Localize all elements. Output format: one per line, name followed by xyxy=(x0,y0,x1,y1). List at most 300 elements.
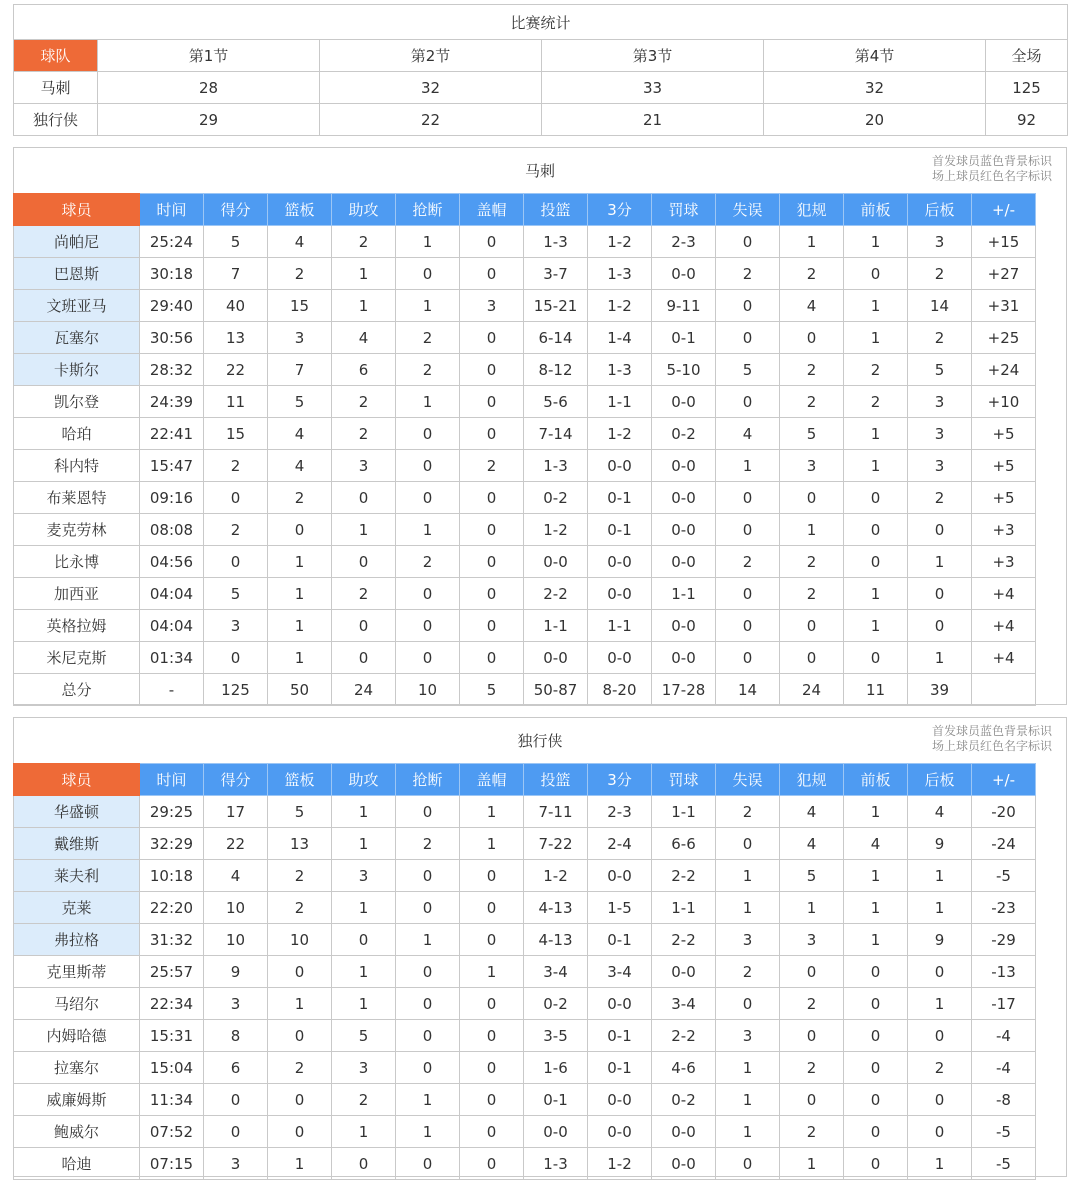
total-threes-cell: 8-20 xyxy=(588,674,652,706)
turnovers-cell: 0 xyxy=(716,642,780,674)
header-steals: 抢断 xyxy=(396,764,460,796)
oreb-cell: 0 xyxy=(844,956,908,988)
oreb-cell: 0 xyxy=(844,1084,908,1116)
steals-cell: 0 xyxy=(396,956,460,988)
team-name-cell: 马刺 xyxy=(14,72,98,104)
rebounds-cell: 5 xyxy=(268,796,332,828)
steals-cell: 2 xyxy=(396,546,460,578)
ft-cell: 1-1 xyxy=(652,578,716,610)
ft-cell: 3-4 xyxy=(652,988,716,1020)
rebounds-cell: 5 xyxy=(268,386,332,418)
threes-cell: 0-1 xyxy=(588,1020,652,1052)
header-time: 时间 xyxy=(140,764,204,796)
threes-cell: 0-0 xyxy=(588,1116,652,1148)
assists-cell: 3 xyxy=(332,860,396,892)
fg-cell: 1-2 xyxy=(524,514,588,546)
dreb-cell: 2 xyxy=(908,322,972,354)
plus-minus-cell: -5 xyxy=(972,860,1036,892)
player-row xyxy=(14,828,1036,860)
oreb-cell: 0 xyxy=(844,1148,908,1180)
oreb-cell: 1 xyxy=(844,578,908,610)
ft-cell: 0-0 xyxy=(652,450,716,482)
steals-cell: 0 xyxy=(396,642,460,674)
ft-cell: 0-0 xyxy=(652,514,716,546)
rebounds-cell: 2 xyxy=(268,860,332,892)
time-cell: 29:40 xyxy=(140,290,204,322)
points-cell: 5 xyxy=(204,578,268,610)
player-row xyxy=(14,546,1036,578)
ft-cell: 0-2 xyxy=(652,1084,716,1116)
dreb-cell: 0 xyxy=(908,578,972,610)
fouls-cell: 3 xyxy=(780,450,844,482)
total-oreb-cell: 11 xyxy=(844,674,908,706)
player-name-cell: 凯尔登 xyxy=(14,386,140,418)
header-assists: 助攻 xyxy=(332,194,396,226)
points-cell: 0 xyxy=(204,1116,268,1148)
game-stats-row xyxy=(14,72,1068,104)
points-cell: 40 xyxy=(204,290,268,322)
legend-oncourt: 场上球员红色名字标识 xyxy=(931,739,1052,753)
player-name-cell: 内姆哈德 xyxy=(14,1020,140,1052)
steals-cell: 0 xyxy=(396,988,460,1020)
time-cell: 10:18 xyxy=(140,860,204,892)
player-row xyxy=(14,860,1036,892)
plus-minus-cell: +25 xyxy=(972,322,1036,354)
time-cell: 22:20 xyxy=(140,892,204,924)
header-oreb: 前板 xyxy=(844,194,908,226)
time-cell: 07:52 xyxy=(140,1116,204,1148)
rebounds-cell: 4 xyxy=(268,450,332,482)
blocks-cell: 0 xyxy=(460,610,524,642)
game-stats-header-row xyxy=(14,40,1068,72)
team-name-cell: 独行侠 xyxy=(14,104,98,136)
assists-cell: 1 xyxy=(332,892,396,924)
threes-cell: 1-5 xyxy=(588,892,652,924)
assists-cell: 1 xyxy=(332,828,396,860)
time-cell: 09:16 xyxy=(140,482,204,514)
fg-cell: 0-0 xyxy=(524,546,588,578)
player-row xyxy=(14,322,1036,354)
assists-cell: 1 xyxy=(332,514,396,546)
time-cell: 22:34 xyxy=(140,988,204,1020)
plus-minus-cell: +5 xyxy=(972,418,1036,450)
turnovers-cell: 1 xyxy=(716,1052,780,1084)
fouls-cell: 2 xyxy=(780,546,844,578)
steals-cell: 0 xyxy=(396,796,460,828)
fg-cell: 1-3 xyxy=(524,1148,588,1180)
threes-cell: 1-3 xyxy=(588,354,652,386)
player-row xyxy=(14,892,1036,924)
points-cell: 2 xyxy=(204,450,268,482)
rebounds-cell: 0 xyxy=(268,956,332,988)
plus-minus-cell: -23 xyxy=(972,892,1036,924)
ft-cell: 1-1 xyxy=(652,796,716,828)
header-player: 球员 xyxy=(14,764,140,796)
plus-minus-cell: -5 xyxy=(972,1148,1036,1180)
oreb-cell: 1 xyxy=(844,610,908,642)
rebounds-cell: 2 xyxy=(268,482,332,514)
player-row xyxy=(14,1020,1036,1052)
player-name-cell: 文班亚马 xyxy=(14,290,140,322)
assists-cell: 2 xyxy=(332,418,396,450)
turnovers-cell: 2 xyxy=(716,796,780,828)
turnovers-cell: 2 xyxy=(716,956,780,988)
steals-cell: 0 xyxy=(396,578,460,610)
ft-cell: 0-0 xyxy=(652,258,716,290)
fg-cell: 1-3 xyxy=(524,450,588,482)
blocks-cell: 3 xyxy=(460,290,524,322)
fg-cell: 8-12 xyxy=(524,354,588,386)
total-blocks-cell: 5 xyxy=(460,674,524,706)
header-fouls: 犯规 xyxy=(780,764,844,796)
oreb-cell: 1 xyxy=(844,418,908,450)
time-cell: 15:04 xyxy=(140,1052,204,1084)
points-cell: 6 xyxy=(204,1052,268,1084)
threes-cell: 0-1 xyxy=(588,482,652,514)
points-cell: 11 xyxy=(204,386,268,418)
turnovers-cell: 0 xyxy=(716,610,780,642)
player-name-cell: 米尼克斯 xyxy=(14,642,140,674)
threes-cell: 1-2 xyxy=(588,226,652,258)
header-time: 时间 xyxy=(140,194,204,226)
turnovers-cell: 0 xyxy=(716,290,780,322)
header-ft: 罚球 xyxy=(652,194,716,226)
assists-cell: 0 xyxy=(332,642,396,674)
points-cell: 10 xyxy=(204,892,268,924)
threes-cell: 2-4 xyxy=(588,828,652,860)
oreb-cell: 1 xyxy=(844,796,908,828)
score-cell: 29 xyxy=(98,104,320,136)
rebounds-cell: 2 xyxy=(268,258,332,290)
steals-cell: 2 xyxy=(396,322,460,354)
points-cell: 3 xyxy=(204,610,268,642)
player-row xyxy=(14,226,1036,258)
steals-cell: 0 xyxy=(396,418,460,450)
total-fouls-cell: 24 xyxy=(780,674,844,706)
oreb-cell: 2 xyxy=(844,386,908,418)
fouls-cell: 0 xyxy=(780,610,844,642)
blocks-cell: 0 xyxy=(460,924,524,956)
assists-cell: 5 xyxy=(332,1020,396,1052)
assists-cell: 1 xyxy=(332,1116,396,1148)
assists-cell: 6 xyxy=(332,354,396,386)
time-cell: 29:25 xyxy=(140,796,204,828)
assists-cell: 2 xyxy=(332,226,396,258)
fg-cell: 0-0 xyxy=(524,642,588,674)
assists-cell: 1 xyxy=(332,258,396,290)
fg-cell: 3-5 xyxy=(524,1020,588,1052)
threes-cell: 1-1 xyxy=(588,386,652,418)
team-box-spurs xyxy=(13,147,1067,705)
points-cell: 10 xyxy=(204,924,268,956)
score-cell: 32 xyxy=(320,72,542,104)
threes-cell: 0-0 xyxy=(588,450,652,482)
oreb-cell: 0 xyxy=(844,514,908,546)
player-row xyxy=(14,1084,1036,1116)
time-cell: 11:34 xyxy=(140,1084,204,1116)
points-cell: 2 xyxy=(204,514,268,546)
player-row xyxy=(14,578,1036,610)
header-blocks: 盖帽 xyxy=(460,764,524,796)
steals-cell: 0 xyxy=(396,450,460,482)
threes-cell: 0-0 xyxy=(588,546,652,578)
player-name-cell: 拉塞尔 xyxy=(14,1052,140,1084)
score-cell: 33 xyxy=(542,72,764,104)
player-row xyxy=(14,418,1036,450)
threes-cell: 1-1 xyxy=(588,610,652,642)
steals-cell: 1 xyxy=(396,1116,460,1148)
fg-cell: 3-7 xyxy=(524,258,588,290)
header-threes: 3分 xyxy=(588,764,652,796)
threes-cell: 1-2 xyxy=(588,290,652,322)
rebounds-cell: 2 xyxy=(268,1052,332,1084)
ft-cell: 4-6 xyxy=(652,1052,716,1084)
oreb-cell: 0 xyxy=(844,1052,908,1084)
rebounds-cell: 4 xyxy=(268,226,332,258)
steals-cell: 1 xyxy=(396,924,460,956)
dreb-cell: 1 xyxy=(908,642,972,674)
blocks-cell: 0 xyxy=(460,514,524,546)
fg-cell: 7-11 xyxy=(524,796,588,828)
header-rebounds: 篮板 xyxy=(268,194,332,226)
dreb-cell: 1 xyxy=(908,860,972,892)
turnovers-cell: 1 xyxy=(716,1084,780,1116)
steals-cell: 1 xyxy=(396,514,460,546)
header-plus-minus: +/- xyxy=(972,194,1036,226)
oreb-cell: 0 xyxy=(844,1020,908,1052)
fouls-cell: 4 xyxy=(780,290,844,322)
blocks-cell: 1 xyxy=(460,796,524,828)
oreb-cell: 0 xyxy=(844,258,908,290)
oreb-cell: 4 xyxy=(844,828,908,860)
blocks-cell: 0 xyxy=(460,1052,524,1084)
steals-cell: 0 xyxy=(396,610,460,642)
blocks-cell: 0 xyxy=(460,578,524,610)
fouls-cell: 0 xyxy=(780,1084,844,1116)
turnovers-cell: 0 xyxy=(716,1148,780,1180)
legend xyxy=(932,154,1052,184)
time-cell: 31:32 xyxy=(140,924,204,956)
score-cell: 22 xyxy=(320,104,542,136)
dreb-cell: 3 xyxy=(908,418,972,450)
header-fg: 投篮 xyxy=(524,764,588,796)
oreb-cell: 0 xyxy=(844,546,908,578)
steals-cell: 1 xyxy=(396,1084,460,1116)
player-row xyxy=(14,514,1036,546)
fouls-cell: 1 xyxy=(780,226,844,258)
total-row xyxy=(14,674,1036,706)
fouls-cell: 2 xyxy=(780,1116,844,1148)
player-header-row xyxy=(14,764,1036,796)
total-turnovers-cell: 14 xyxy=(716,674,780,706)
turnovers-cell: 3 xyxy=(716,924,780,956)
rebounds-cell: 1 xyxy=(268,988,332,1020)
time-cell: 25:24 xyxy=(140,226,204,258)
time-cell: 04:04 xyxy=(140,578,204,610)
fg-cell: 0-0 xyxy=(524,1116,588,1148)
points-cell: 22 xyxy=(204,354,268,386)
dreb-cell: 1 xyxy=(908,1148,972,1180)
time-cell: 07:15 xyxy=(140,1148,204,1180)
header-oreb: 前板 xyxy=(844,764,908,796)
dreb-cell: 14 xyxy=(908,290,972,322)
player-header-row xyxy=(14,194,1036,226)
oreb-cell: 1 xyxy=(844,450,908,482)
blocks-cell: 0 xyxy=(460,642,524,674)
points-cell: 5 xyxy=(204,226,268,258)
score-cell: 92 xyxy=(986,104,1068,136)
time-cell: 01:34 xyxy=(140,642,204,674)
turnovers-cell: 4 xyxy=(716,418,780,450)
assists-cell: 0 xyxy=(332,924,396,956)
player-name-cell: 加西亚 xyxy=(14,578,140,610)
steals-cell: 0 xyxy=(396,258,460,290)
player-name-cell: 巴恩斯 xyxy=(14,258,140,290)
fg-cell: 4-13 xyxy=(524,924,588,956)
player-stats-table xyxy=(13,763,1036,1180)
fouls-cell: 0 xyxy=(780,956,844,988)
assists-cell: 2 xyxy=(332,1084,396,1116)
dreb-cell: 2 xyxy=(908,258,972,290)
time-cell: 15:47 xyxy=(140,450,204,482)
header-points: 得分 xyxy=(204,194,268,226)
assists-cell: 2 xyxy=(332,578,396,610)
dreb-cell: 1 xyxy=(908,988,972,1020)
turnovers-cell: 3 xyxy=(716,1020,780,1052)
turnovers-cell: 1 xyxy=(716,450,780,482)
fg-cell: 6-14 xyxy=(524,322,588,354)
header-points: 得分 xyxy=(204,764,268,796)
threes-cell: 0-0 xyxy=(588,578,652,610)
fg-cell: 1-2 xyxy=(524,860,588,892)
ft-cell: 0-2 xyxy=(652,418,716,450)
time-cell: 15:31 xyxy=(140,1020,204,1052)
score-cell: 32 xyxy=(764,72,986,104)
oreb-cell: 0 xyxy=(844,642,908,674)
plus-minus-cell: +24 xyxy=(972,354,1036,386)
total-time-cell: - xyxy=(140,674,204,706)
team-box-mavericks xyxy=(13,717,1067,1177)
assists-cell: 0 xyxy=(332,546,396,578)
rebounds-cell: 13 xyxy=(268,828,332,860)
oreb-cell: 2 xyxy=(844,354,908,386)
ft-cell: 0-1 xyxy=(652,322,716,354)
assists-cell: 3 xyxy=(332,450,396,482)
steals-cell: 1 xyxy=(396,226,460,258)
turnovers-cell: 2 xyxy=(716,546,780,578)
legend xyxy=(932,724,1052,754)
points-cell: 0 xyxy=(204,642,268,674)
fouls-cell: 1 xyxy=(780,892,844,924)
fouls-cell: 5 xyxy=(780,860,844,892)
player-row xyxy=(14,924,1036,956)
blocks-cell: 0 xyxy=(460,226,524,258)
dreb-cell: 4 xyxy=(908,796,972,828)
rebounds-cell: 1 xyxy=(268,578,332,610)
header-steals: 抢断 xyxy=(396,194,460,226)
blocks-cell: 0 xyxy=(460,860,524,892)
score-cell: 21 xyxy=(542,104,764,136)
points-cell: 17 xyxy=(204,796,268,828)
points-cell: 4 xyxy=(204,860,268,892)
turnovers-cell: 0 xyxy=(716,482,780,514)
steals-cell: 0 xyxy=(396,860,460,892)
header-turnovers: 失误 xyxy=(716,764,780,796)
header-fouls: 犯规 xyxy=(780,194,844,226)
ft-cell: 0-0 xyxy=(652,642,716,674)
player-name-cell: 马绍尔 xyxy=(14,988,140,1020)
header-fg: 投篮 xyxy=(524,194,588,226)
player-row xyxy=(14,482,1036,514)
blocks-cell: 2 xyxy=(460,450,524,482)
time-cell: 32:29 xyxy=(140,828,204,860)
fg-cell: 3-4 xyxy=(524,956,588,988)
threes-cell: 0-1 xyxy=(588,924,652,956)
fouls-cell: 2 xyxy=(780,1052,844,1084)
dreb-cell: 9 xyxy=(908,924,972,956)
fouls-cell: 1 xyxy=(780,514,844,546)
fg-cell: 15-21 xyxy=(524,290,588,322)
plus-minus-cell: -8 xyxy=(972,1084,1036,1116)
fouls-cell: 3 xyxy=(780,924,844,956)
blocks-cell: 0 xyxy=(460,258,524,290)
blocks-cell: 0 xyxy=(460,1148,524,1180)
ft-cell: 9-11 xyxy=(652,290,716,322)
dreb-cell: 5 xyxy=(908,354,972,386)
assists-cell: 1 xyxy=(332,290,396,322)
rebounds-cell: 0 xyxy=(268,1116,332,1148)
turnovers-cell: 1 xyxy=(716,1116,780,1148)
steals-cell: 0 xyxy=(396,1052,460,1084)
turnovers-cell: 0 xyxy=(716,828,780,860)
threes-cell: 1-4 xyxy=(588,322,652,354)
dreb-cell: 0 xyxy=(908,1116,972,1148)
header-dreb: 后板 xyxy=(908,764,972,796)
player-name-cell: 克里斯蒂 xyxy=(14,956,140,988)
assists-cell: 4 xyxy=(332,322,396,354)
dreb-cell: 3 xyxy=(908,450,972,482)
oreb-cell: 1 xyxy=(844,924,908,956)
dreb-cell: 1 xyxy=(908,892,972,924)
player-name-cell: 弗拉格 xyxy=(14,924,140,956)
points-cell: 22 xyxy=(204,828,268,860)
rebounds-cell: 1 xyxy=(268,642,332,674)
game-stats-row xyxy=(14,104,1068,136)
dreb-cell: 0 xyxy=(908,1084,972,1116)
player-row xyxy=(14,956,1036,988)
ft-cell: 2-2 xyxy=(652,924,716,956)
fouls-cell: 4 xyxy=(780,796,844,828)
total-label: 总分 xyxy=(14,674,140,706)
points-cell: 0 xyxy=(204,546,268,578)
threes-cell: 0-1 xyxy=(588,514,652,546)
steals-cell: 0 xyxy=(396,892,460,924)
header-rebounds: 篮板 xyxy=(268,764,332,796)
points-cell: 13 xyxy=(204,322,268,354)
threes-cell: 0-0 xyxy=(588,642,652,674)
points-cell: 9 xyxy=(204,956,268,988)
total-dreb-cell: 39 xyxy=(908,674,972,706)
time-cell: 25:57 xyxy=(140,956,204,988)
blocks-cell: 0 xyxy=(460,482,524,514)
assists-cell: 1 xyxy=(332,796,396,828)
header-q2: 第2节 xyxy=(320,40,542,72)
player-row xyxy=(14,450,1036,482)
player-name-cell: 哈珀 xyxy=(14,418,140,450)
rebounds-cell: 7 xyxy=(268,354,332,386)
player-stats-table xyxy=(13,193,1036,706)
blocks-cell: 0 xyxy=(460,418,524,450)
